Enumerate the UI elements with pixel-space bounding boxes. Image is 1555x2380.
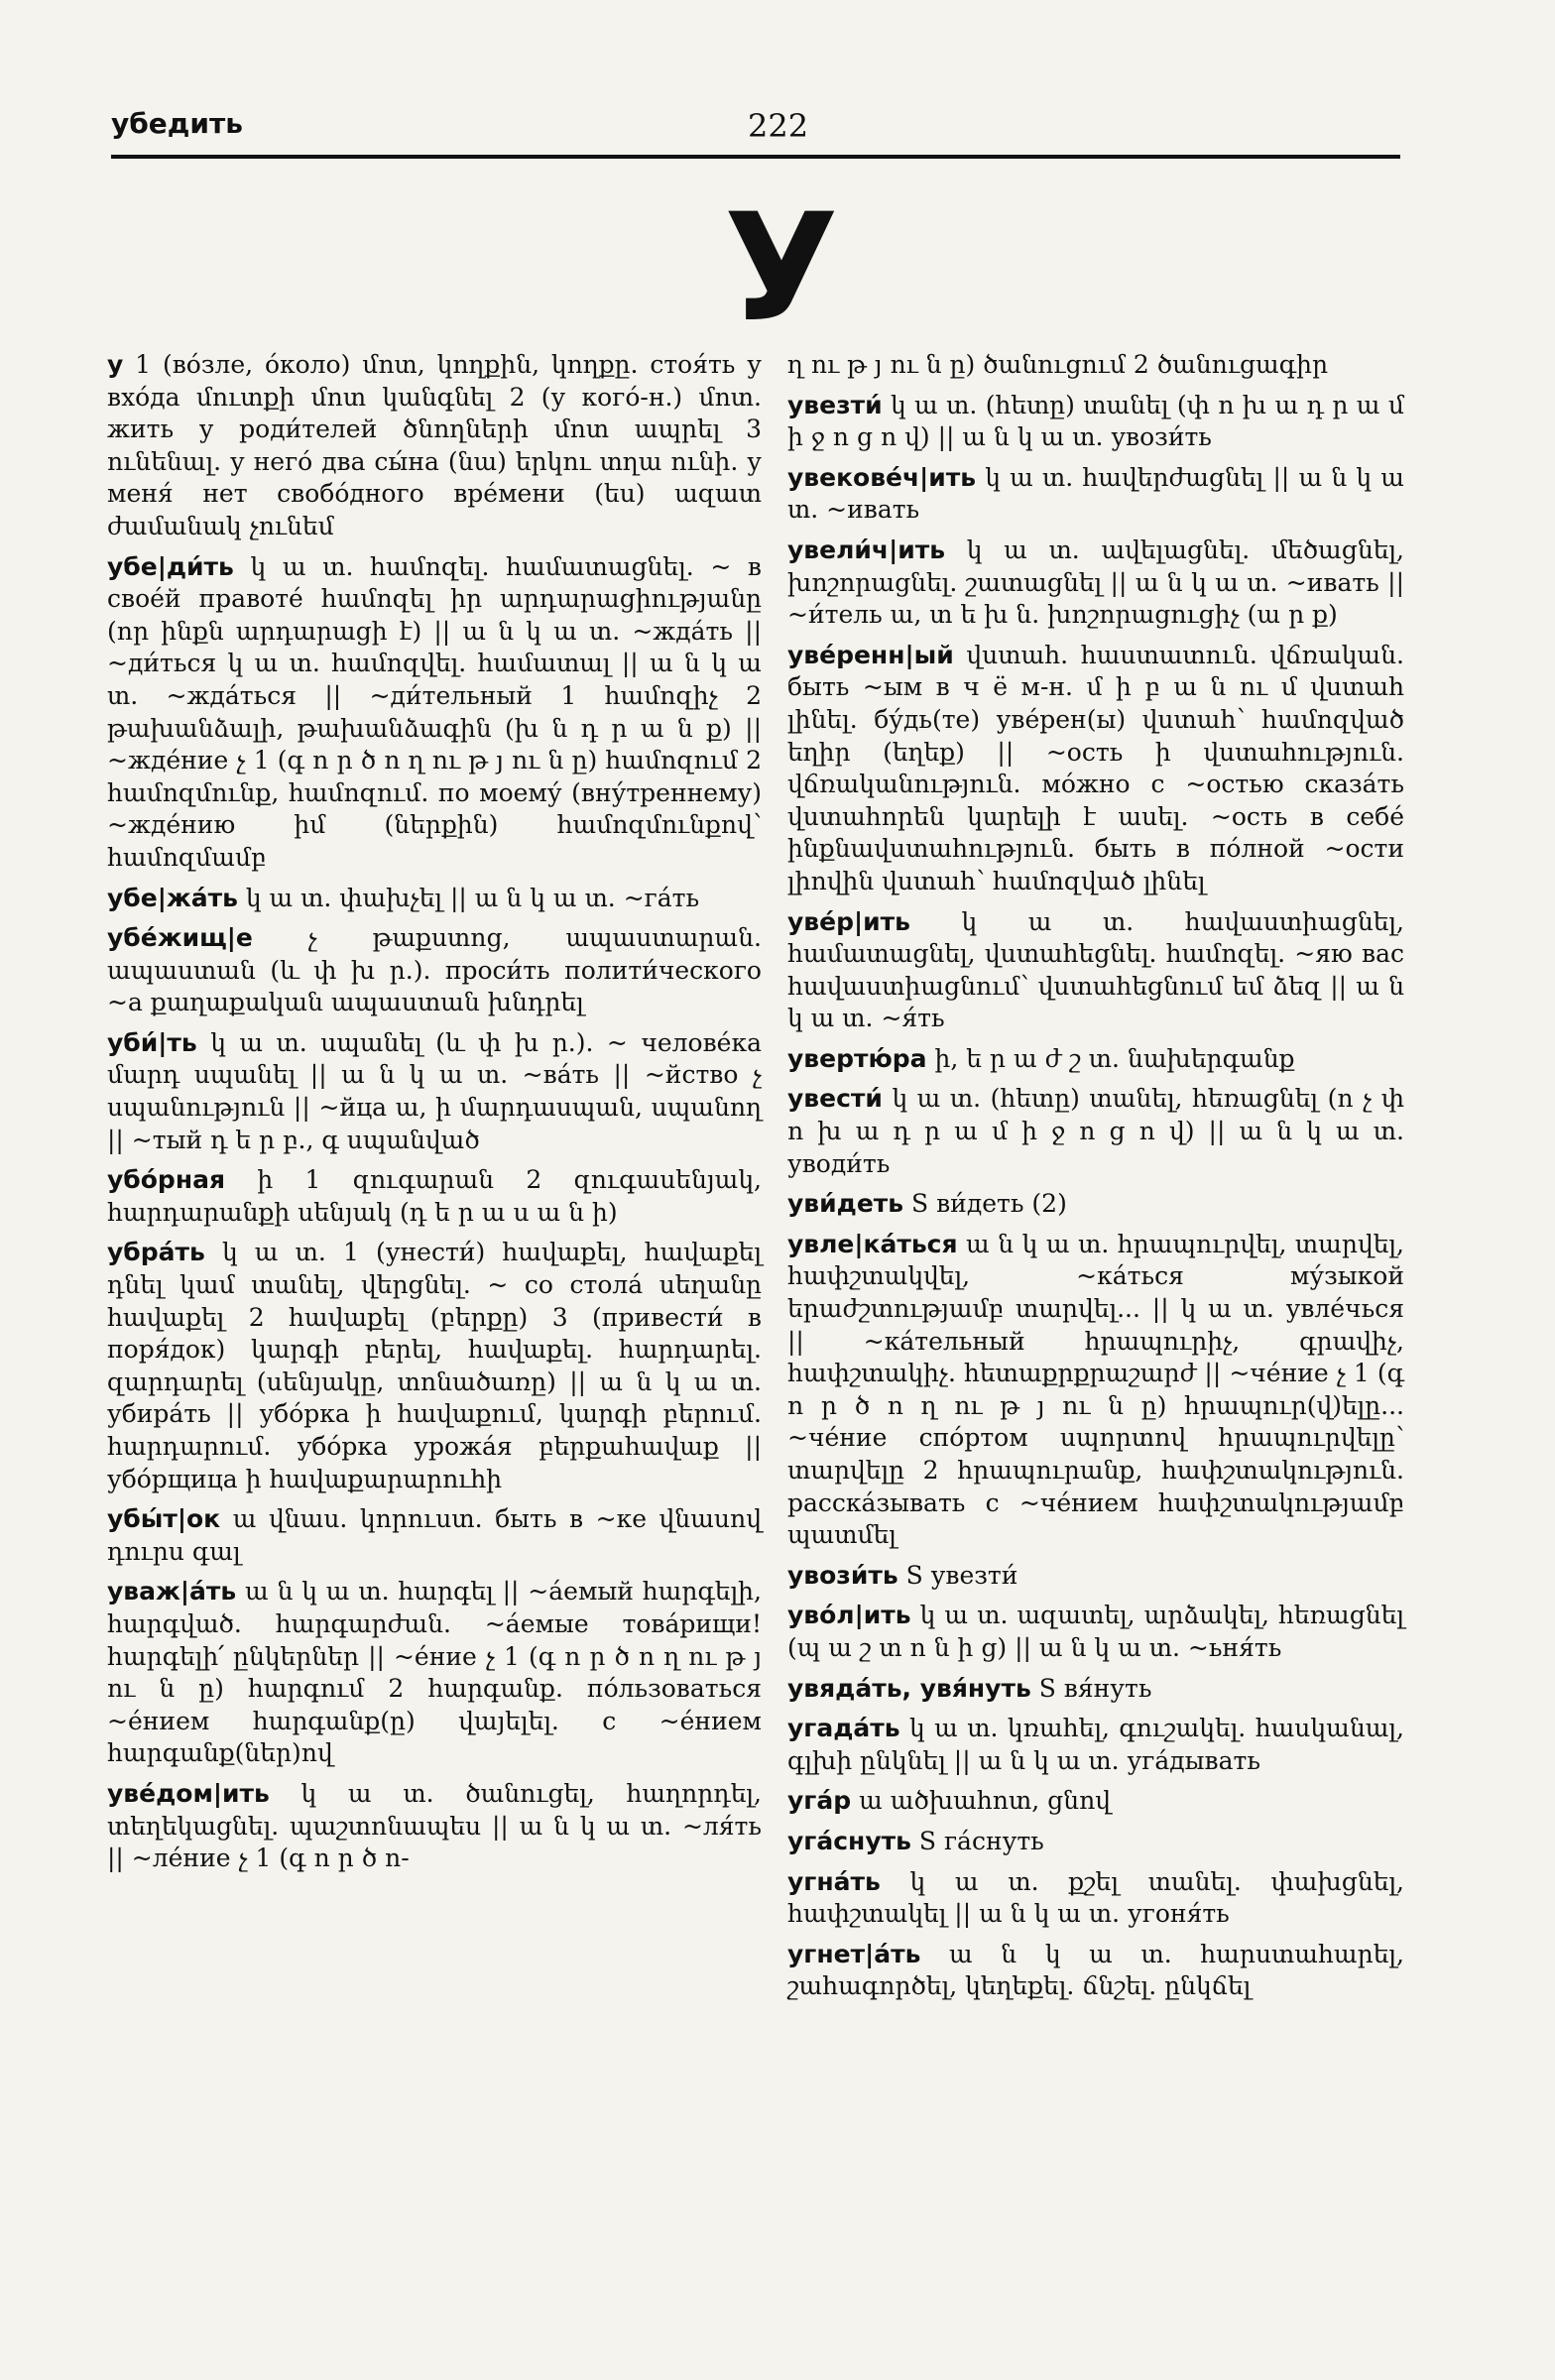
- dictionary-entry: [787, 1866, 1404, 1931]
- dictionary-entry: [107, 349, 762, 543]
- entry-definition: ա վնաս. կորուստ. быть в ~ке վնասով դուրս գալ: [107, 1504, 762, 1566]
- entry-definition: կ ա տ. կռահել, գուշակել. հասկանալ, գլխի ընկնել || ա ն կ ա տ. уга́дывать: [787, 1714, 1404, 1775]
- dictionary-entry: [787, 1188, 1404, 1221]
- right-column: [787, 349, 1404, 2011]
- entry-definition: S ви́деть (2): [911, 1189, 1067, 1219]
- entry-definition: ա ն կ ա տ. հարգել || ~а́емый հարգելի, հարգված. հարգարժան. ~а́емые това́рищи! հարգելի՛ ընկերներ || ~е́ние չ 1 (գ ո ր ծ ո ղ ու թ յ ու ն ը) հարգում 2 հարգանք. пóльзоваться ~е́нием հարգանք(ը) վայելել. с ~е́нием հարգանք(ներ)ով: [107, 1577, 762, 1768]
- entry-definition: կ ա տ. համոզել. համատացնել. ~ в своéй правотé համոզել իր արդարացիությանը (որ ինքն արդարացի է) || ա ն կ ա տ. ~жда́ть || ~ди́ться կ ա տ. համոզվել. համատալ || ա ն կ ա տ. ~жда́ться || ~ди́тельный 1 համոզիչ 2 թախանձալի, թախանձագին (խ ն դ ր ա ն ք) || ~жде́ние չ 1 (գ ո ր ծ ո ղ ու թ յ ու ն ը) համոզում 2 համոզմունք, համոզում. по моему́ (вну́треннему) ~жде́нию իմ (ներքին) համոզմունքով՝ համոզմամբ: [107, 551, 762, 872]
- entry-headword: увяда́ть, увя́нуть: [787, 1673, 1031, 1703]
- entry-headword: убе|ди́ть: [107, 551, 234, 581]
- dictionary-entry: [787, 1083, 1404, 1180]
- entry-definition: կ ա տ. սպանել (և փ խ ր.). ~ человéка մարդ սպանել || ա ն կ ա տ. ~ва́ть || ~йство չ սպանություն || ~йца ա, ի մարդասպան, սպանող || ~тый դ ե ր բ., գ սպանված: [107, 1027, 762, 1154]
- page-number: 222: [748, 107, 809, 145]
- entry-headword: убóрная: [107, 1165, 226, 1195]
- dictionary-entry: [787, 1713, 1404, 1777]
- section-letter: У: [724, 182, 839, 355]
- dictionary-entry: [787, 1043, 1404, 1076]
- dictionary-entry: [107, 883, 762, 915]
- entry-headword: уви́деть: [787, 1189, 904, 1219]
- entry-headword: убе|жа́ть: [107, 883, 238, 912]
- entry-headword: увле|ка́ться: [787, 1229, 958, 1258]
- entry-headword: увезти́: [787, 390, 883, 419]
- entry-headword: уваж|а́ть: [107, 1577, 237, 1606]
- entry-definition: կ ա տ. (հետը) տանել, հեռացնել (ո չ փ ո խ ա դ ր ա մ ի ջ ո ց ո վ) || ա ն կ ա տ. уводи́ть: [787, 1084, 1404, 1178]
- dictionary-entry: [787, 462, 1404, 527]
- entry-definition: S увезти́: [905, 1560, 1018, 1590]
- entry-headword: уво́л|ить: [787, 1601, 911, 1630]
- header-rule: [111, 155, 1400, 159]
- dictionary-entry: [107, 551, 762, 875]
- dictionary-entry: [107, 1237, 762, 1495]
- entry-definition: S га́снуть: [918, 1826, 1044, 1855]
- entry-definition: ա ածխահոտ, ցնով: [859, 1786, 1112, 1816]
- entry-headword: убы́т|ок: [107, 1504, 221, 1534]
- entry-headword: убе́жищ|е: [107, 923, 253, 953]
- entry-headword: убра́ть: [107, 1238, 205, 1267]
- dictionary-entry: [787, 349, 1404, 382]
- entry-headword: увози́ть: [787, 1560, 898, 1590]
- entry-definition: կ ա տ. քշել տանել. փախցնել, հափշտակել || ա ն կ ա տ. угоня́ть: [787, 1866, 1405, 1929]
- entry-headword: увертю́ра: [787, 1043, 927, 1073]
- entry-definition: կ ա տ. ավելացնել. մեծացնել, խոշորացնել. շատացնել || ա ն կ ա տ. ~ивать || ~и́тель ա, տ ե խ ն. խոշորացուցիչ (ա ր ք): [787, 535, 1404, 630]
- entry-headword: уби́|ть: [107, 1027, 197, 1057]
- dictionary-entry: [787, 1673, 1404, 1706]
- entry-headword: увекове́ч|ить: [787, 462, 977, 492]
- entry-headword: уга́р: [787, 1786, 852, 1816]
- left-column: [107, 349, 762, 1883]
- entry-headword: увéренн|ый: [787, 640, 954, 669]
- dictionary-entry: [107, 1164, 762, 1229]
- entry-headword: увéр|ить: [787, 906, 910, 936]
- entry-headword: увести́: [787, 1084, 883, 1114]
- entry-headword: у: [107, 350, 124, 379]
- dictionary-entry: [107, 1576, 762, 1770]
- entry-definition: կ ա տ. (հետը) տանել (փ ո խ ա դ ր ա մ ի ջ ո ց ո վ) || ա ն կ ա տ. увози́ть: [787, 390, 1404, 452]
- dictionary-entry: [787, 535, 1404, 632]
- entry-definition: ի, ե ր ա ժ շ տ. նախերգանք: [934, 1043, 1295, 1073]
- dictionary-entry: [787, 1229, 1404, 1552]
- dictionary-entry: [787, 1826, 1404, 1858]
- entry-headword: угна́ть: [787, 1866, 881, 1896]
- entry-headword: уве́дом|ить: [107, 1778, 270, 1808]
- entry-headword: угнет|а́ть: [787, 1939, 921, 1968]
- dictionary-entry: [787, 640, 1404, 898]
- dictionary-entry: [787, 1939, 1404, 2003]
- dictionary-entry: [787, 1785, 1404, 1818]
- entry-definition: S вя́нуть: [1038, 1673, 1152, 1703]
- dictionary-entry: [787, 1600, 1404, 1664]
- entry-headword: увели́ч|ить: [787, 535, 946, 564]
- dictionary-entry: [107, 1027, 762, 1156]
- dictionary-entry: [787, 1560, 1404, 1593]
- entry-definition: կ ա տ. ազատել, արձակել, հեռացնել (պ ա շ տ ո ն ի ց) || ա ն կ ա տ. ~ьня́ть: [787, 1601, 1404, 1662]
- dictionary-entry: [107, 922, 762, 1019]
- entry-headword: угада́ть: [787, 1714, 900, 1743]
- entry-definition: կ ա տ. հավաստիացնել, համատացնել, վստահեցնել. համոզել. ~яю вас հավաստիացնում՝ վստահեցնում եմ ձեզ || ա ն կ ա տ. ~я́ть: [787, 906, 1404, 1033]
- running-header: [111, 107, 1398, 159]
- entry-headword: уга́снуть: [787, 1826, 911, 1855]
- dictionary-entry: [787, 906, 1404, 1035]
- running-headword: убедить: [111, 107, 243, 140]
- dictionary-entry: [107, 1778, 762, 1875]
- entry-definition: կ ա տ. հավերժացնել || ա ն կ ա տ. ~ивать: [787, 462, 1404, 525]
- entry-definition: կ ա տ. ծանուցել, հաղորդել, տեղեկացնել. պաշտոնապես || ա ն կ ա տ. ~ля́ть || ~ле́ние չ 1 (գ ո ր ծ ո-: [107, 1778, 762, 1873]
- entry-definition: ի 1 զուգարան 2 զուգասենյակ, հարդարանքի սենյակ (դ ե ր ա ս ա ն ի): [107, 1165, 762, 1227]
- entry-definition: կ ա տ. 1 (унести́) հավաքել, հավաքել դնել կամ տանել, վերցնել. ~ со столá սեղանը հավաքել 2 հավաքել (բերքը) 3 (привести́ в поря́док) կարգի բերել, հավաքել. հարդարել. զարդարել (սենյակը, տոնածառը) || ա ն կ ա տ. убира́ть || убóрка ի հավաքում, կարգի բերում. հարդարում. убóрка урожа́я բերքահավաք || убóрщица ի հավաքարարուհի: [107, 1238, 762, 1493]
- entry-definition: չ թաքստոց, ապաստարան. ապաստան (և փ խ ր.). проси́ть полити́ческого ~а քաղաքական ապաստան խնդրել: [107, 923, 762, 1017]
- entry-definition: ղ ու թ յ ու ն ը) ծանուցում 2 ծանուցագիր: [787, 350, 1329, 379]
- entry-definition: 1 (вóзле, óколо) մոտ, կողքին, կողքը. стоя́ть у вхóда մուտքի մոտ կանգնել 2 (у когó-н.) մոտ. жить у роди́телей ծնողների մոտ ապրել 3 ունենալ. у негó два сы́на (նա) երկու տղա ունի. у меня́ нет свобóдного врéмени (ես) ազատ ժամանակ չունեմ: [107, 350, 762, 540]
- entry-definition: վստահ. հաստատուն. վճռական. быть ~ым в ч ё м-н. մ ի բ ա ն ու մ վստահ լինել. бу́дь(те) увéрен(ы) վստահ՝ համոզված եղիր (եղեք) || ~ость ի վստահություն. վճռականություն. мóжно с ~остью сказа́ть վստահորեն կարելի է ասել. ~ость в себé ինքնավստահություն. быть в пóлной ~ости լիովին վստահ՝ համոզված լինել: [787, 640, 1404, 895]
- entry-definition: ա ն կ ա տ. հրապուրվել, տարվել, հափշտակվել, ~ка́ться му́зыкой երաժշտությամբ տարվել... || կ ա տ. увлéчься || ~ка́тельный հրապուրիչ, գրավիչ, հափշտակիչ. հետաքրքրաշարժ || ~че́ние չ 1 (գ ո ր ծ ո ղ ու թ յ ու ն ը) հրապուր(վ)ելը... ~че́ние спóртом սպորտով հրապուրվելը՝ տարվելը 2 հրապուրանք, հափշտակություն. расска́зывать с ~че́нием հափշտակությամբ պատմել: [787, 1229, 1404, 1550]
- dictionary-entry: [787, 390, 1404, 454]
- entry-definition: կ ա տ. փախչել || ա ն կ ա տ. ~га́ть: [245, 883, 700, 912]
- entry-definition: ա ն կ ա տ. հարստահարել, շահագործել, կեղեքել. ճնշել. ընկճել: [787, 1939, 1404, 2001]
- dictionary-entry: [107, 1503, 762, 1568]
